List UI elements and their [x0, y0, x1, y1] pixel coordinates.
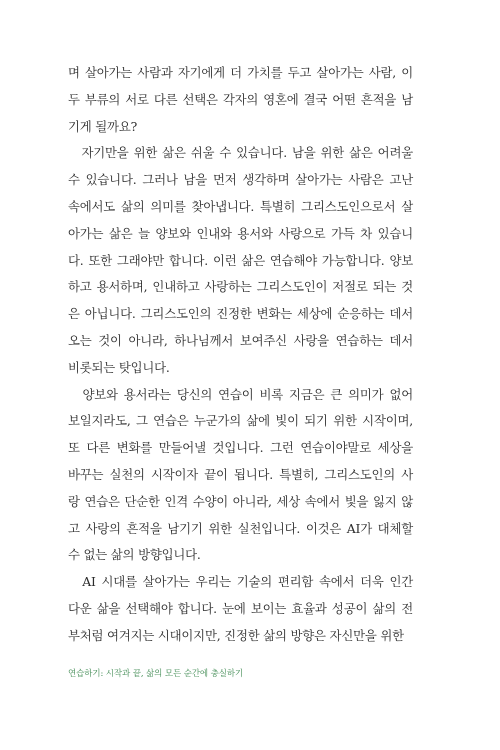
text-line: 수 있습니다. 그러나 남을 먼저 생각하며 살아가는 사람은 고난	[68, 172, 413, 188]
paragraph	[68, 60, 413, 140]
paragraph	[68, 569, 413, 649]
text-line: 수 없는 삶의 방향입니다.	[68, 547, 201, 563]
paragraph	[68, 140, 413, 381]
text-line: 은 아닙니다. 그리스도인의 진정한 변화는 세상에 순응하는 데서	[68, 306, 413, 322]
text-line: 랑 연습은 단순한 인격 수양이 아니라, 세상 속에서 빛을 잃지 않	[68, 493, 413, 509]
text-line: 비롯되는 탓입니다.	[68, 359, 170, 375]
running-footer: 연습하기: 시작과 끝, 삶의 모든 순간에 충실하기	[68, 669, 244, 679]
paragraph	[68, 382, 413, 570]
text-line: 하고 용서하며, 인내하고 사랑하는 그리스도인이 저절로 되는 것	[68, 279, 413, 295]
text-line: 또 다른 변화를 만들어낼 것입니다. 그런 연습이야말로 세상을	[68, 440, 413, 456]
text-line: 두 부류의 서로 다른 선택은 각자의 영혼에 결국 어떤 흔적을 남	[68, 91, 413, 107]
text-line: 아가는 삶은 늘 양보와 인내와 용서와 사랑으로 가득 차 있습니	[68, 225, 413, 241]
text-line: 양보와 용서라는 당신의 연습이 비록 지금은 큰 의미가 없어	[68, 386, 413, 402]
text-line: AI 시대를 살아가는 우리는 기술의 편리함 속에서 더욱 인간	[68, 574, 413, 590]
text-line: 바꾸는 실천의 시작이자 끝이 됩니다. 특별히, 그리스도인의 사	[68, 466, 413, 482]
text-line: 다운 삶을 선택해야 합니다. 눈에 보이는 효율과 성공이 삶의 전	[68, 600, 413, 616]
body-text	[68, 60, 413, 650]
text-line: 오는 것이 아니라, 하나님께서 보여주신 사랑을 연습하는 데서	[68, 332, 413, 348]
text-line: 속에서도 삶의 의미를 찾아냅니다. 특별히 그리스도인으로서 살	[68, 198, 413, 214]
text-line: 자기만을 위한 삶은 쉬울 수 있습니다. 남을 위한 삶은 어려울	[68, 145, 413, 161]
text-line: 기게 될까요?	[68, 118, 138, 134]
text-line: 고 사랑의 흔적을 남기기 위한 실천입니다. 이것은 AI가 대체할	[68, 520, 413, 536]
text-line: 부처럼 여겨지는 시대이지만, 진정한 삶의 방향은 자신만을 위한	[68, 627, 404, 643]
text-line: 며 살아가는 사람과 자기에게 더 가치를 두고 살아가는 사람, 이	[68, 65, 413, 80]
text-line: 다. 또한 그래야만 합니다. 이런 삶은 연습해야 가능합니다. 양보	[68, 252, 413, 268]
text-line: 보일지라도, 그 연습은 누군가의 삶에 빛이 되기 위한 시작이며,	[68, 413, 413, 429]
